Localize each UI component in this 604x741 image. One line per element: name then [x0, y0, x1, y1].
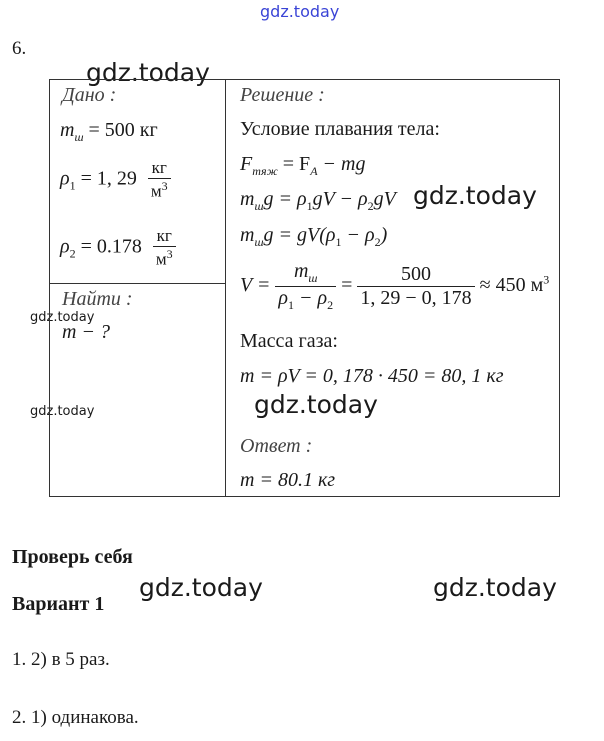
gas-mass-label: Масса газа: [240, 330, 338, 352]
equation-3: $m_шg = gV(\rho_1 - \rho_2)$ [240, 224, 388, 249]
solution-header: Решение : [240, 84, 325, 106]
equation-1: $F_{тяж} = F_A$ − mg [240, 153, 366, 178]
table-divider-horizontal [49, 283, 225, 284]
given-header: Дано : [62, 84, 117, 106]
volume-equation: V = $\frac{m_ш}{\rho_1 - \rho_2}$ = $\frac{500}{1, 29 - 0, 178}$ ≈ 450 $м^3$ [240, 260, 550, 312]
problem-number: 6. [12, 38, 27, 59]
answer-item-2: 2. 1) одинакова. [12, 707, 139, 728]
condition-text: Условие плавания тела: [240, 118, 440, 140]
table-divider-vertical [225, 79, 226, 497]
watermark: gdz.today [86, 58, 210, 87]
watermark: gdz.today [433, 573, 557, 602]
answer-item-1: 1. 2) в 5 раз. [12, 649, 110, 670]
given-rho1: $\rho_1 = 1$, 29 $\frac{кг}{м^3}$ [60, 158, 171, 202]
watermark: gdz.today [30, 310, 95, 325]
variant-title: Вариант 1 [12, 593, 105, 615]
watermark: gdz.today [254, 390, 378, 419]
find-target: m − ? [62, 321, 110, 343]
given-rho2: $\rho_2 = 0.178$ $\frac{кг}{м^3}$ [60, 226, 176, 270]
find-header: Найти : [62, 288, 133, 310]
watermark: gdz.today [30, 404, 95, 419]
gas-mass-equation: m = ρV = 0, 178 · 450 = 80, 1 кг [240, 365, 504, 387]
watermark: gdz.today [139, 573, 263, 602]
given-mass: $m_ш = 500$ кг [60, 119, 158, 144]
answer-header: Ответ : [240, 435, 313, 457]
watermark-top: gdz.today [260, 2, 340, 21]
check-title: Проверь себя [12, 546, 133, 568]
equation-2: $m_шg = \rho_1gV - \rho_2gV$ [240, 188, 396, 213]
answer-value: m = 80.1 кг [240, 469, 336, 491]
watermark: gdz.today [413, 181, 537, 210]
